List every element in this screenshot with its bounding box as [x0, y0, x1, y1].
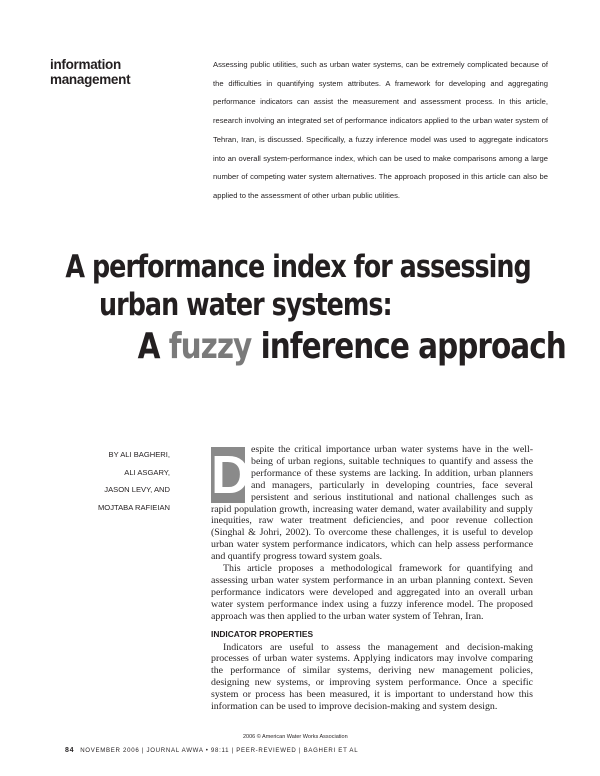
article-body	[211, 444, 533, 713]
author-1: BY ALI BAGHERI,	[108, 450, 170, 459]
section-heading: INDICATOR PROPERTIES	[211, 628, 314, 639]
author-3: JASON LEVY, AND	[104, 485, 170, 495]
drop-cap: D	[211, 445, 250, 505]
author-4: MOJTABA RAFIEIAN	[97, 502, 170, 512]
footer-text: NOVEMBER 2006 | JOURNAL AWWA • 98:11 | PEER-REVIEWED | BAGHERI ET AL	[80, 747, 359, 754]
title-line-3	[137, 326, 566, 367]
title-line-2: urban water systems:	[99, 287, 392, 323]
paragraph-2: This article proposes a methodological framework for quantifying and assessing urban water system performance in an urban planning context. Seven performance indicators were developed and aggregated into an overall urban water system performance index using a fuzzy inference model. The proposed approach was then applied to the urban water system of Tehran, Iran.	[211, 563, 533, 622]
paragraph-3: Indicators are useful to assess the management and decision-making processes of urban water systems. Applying indicators may involve comparing the performance of similar systems, deriving new management policies, designing new systems, or improving system performance. Once a specific system or process has been measured, it is important to understand how this information can be used to improve decision-making and system design.	[211, 641, 533, 713]
abstract: Assessing public utilities, such as urban water systems, can be extremely complicated because of the difficulties in quantifying system attributes. A framework for developing and aggregating performance indicators can assist the measurement and assessment process. In this article, research involving an integrated set of performance indicators applied to the urban water system of Tehran, Iran, is discussed. Specifically, a fuzzy inference model was used to aggregate indicators into an overall system-performance index, which can be used to make comparisons among a large number of competing water system alternatives. The approach proposed in this article can also be applied to the assessment of other urban public utilities.	[213, 60, 548, 200]
section-label: information management	[50, 57, 131, 87]
title-fuzzy-word: fuzzy	[168, 326, 252, 367]
author-2: ALI ASGARY,	[124, 467, 170, 477]
title-line-3-prefix: A	[137, 326, 160, 367]
page-number: 84	[65, 747, 75, 754]
title-line-3-suffix: inference approach	[260, 326, 566, 367]
authors	[60, 446, 170, 516]
copyright: 2006 © American Water Works Association	[243, 734, 348, 740]
paragraph-1: espite the critical importance urban water systems have in the well-being of urban regions, suitable techniques to quantify and assess the performance of these systems are lacking. In addition, urban planners and managers, particularly in developing countries, face several persistent and serious institutional and national challenges such as rapid population growth, increasing water demand, water availability and supply inequities, raw water treatment deficiencies, and poor revenue collection (Singhal & Johri, 2002). To overcome these challenges, it is useful to develop urban water system performance indicators, which can help assess performance and quantify progress toward system goals.	[211, 444, 533, 563]
title-line-1: A performance index for assessing	[65, 249, 531, 285]
page-footer	[65, 747, 358, 754]
article-title	[40, 248, 566, 367]
